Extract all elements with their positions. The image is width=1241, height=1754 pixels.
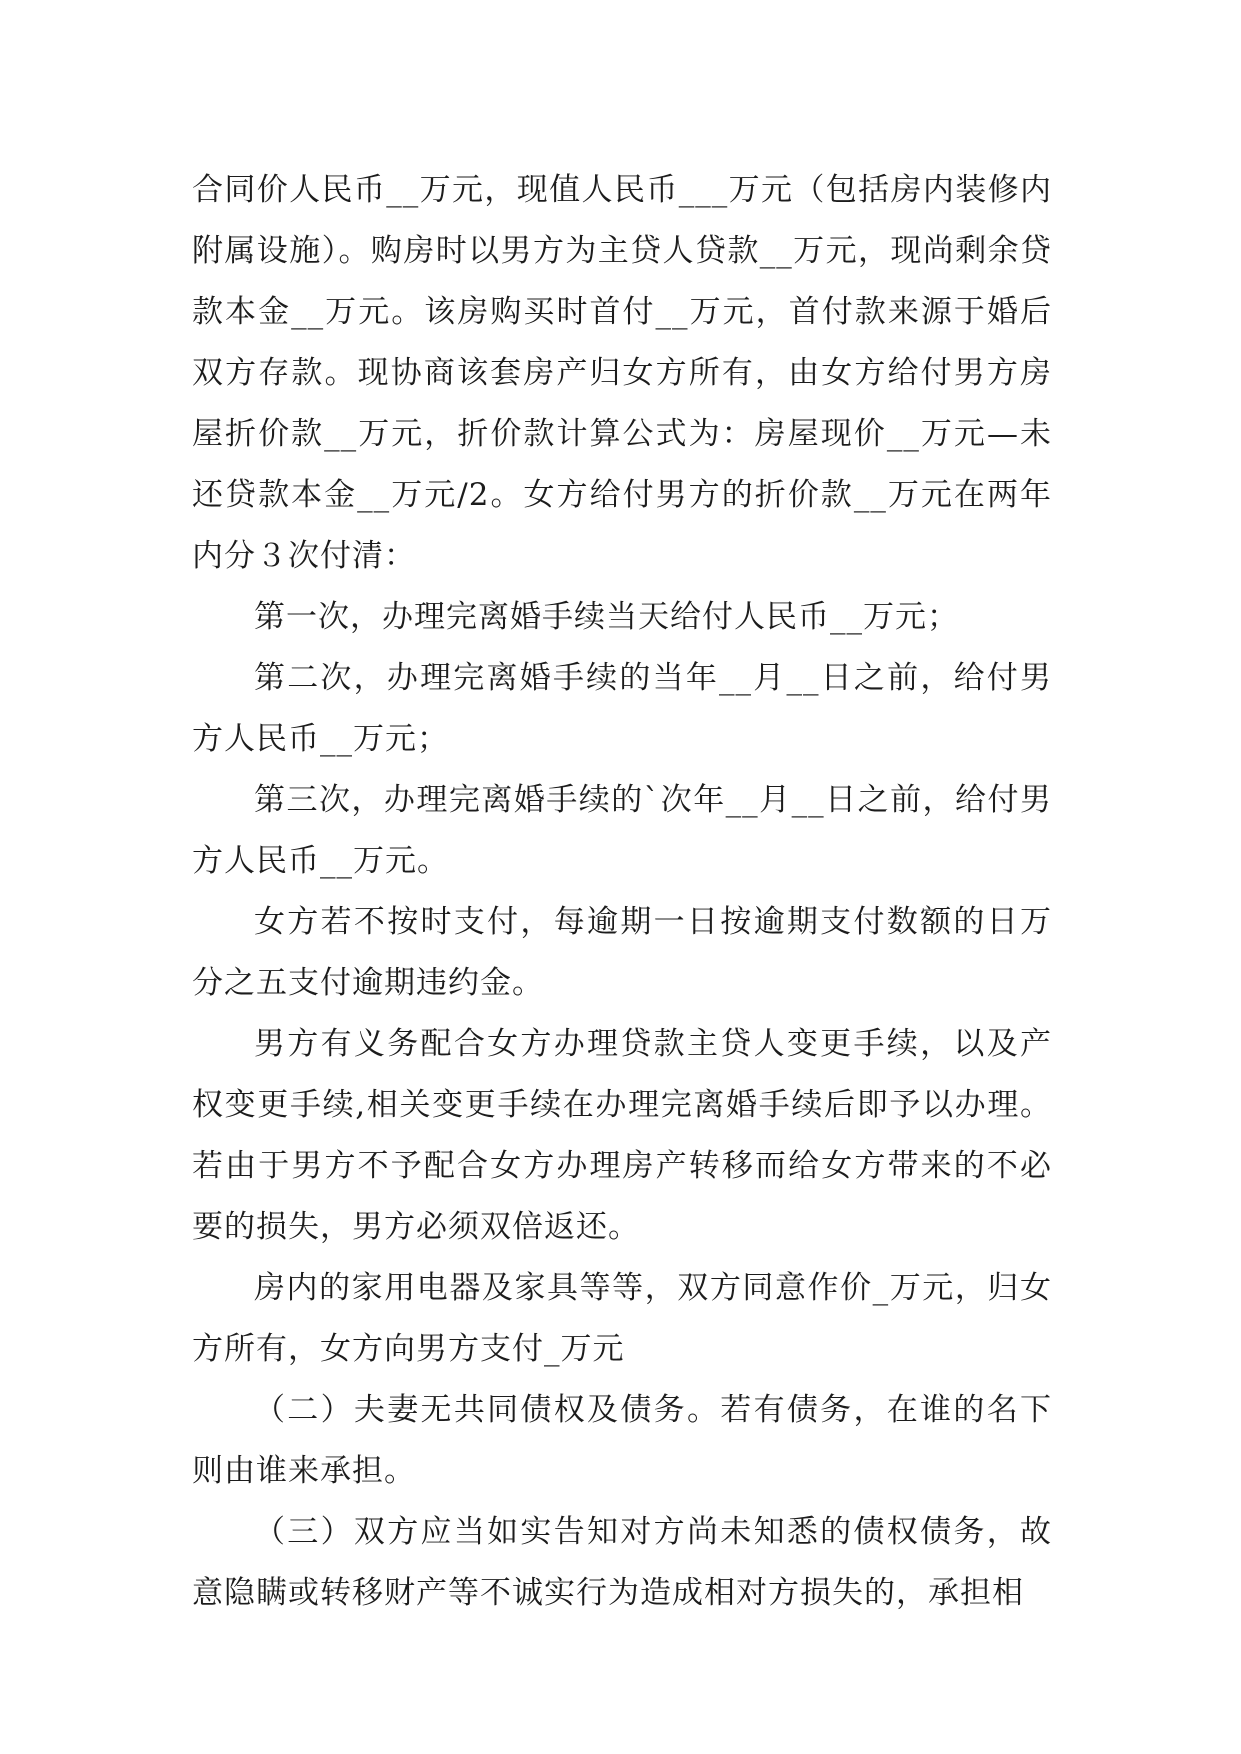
paragraph-first-payment: 第一次，办理完离婚手续当天给付人民币__万元；	[254, 599, 959, 635]
paragraph-late-penalty: 女方若不按时支付，每逾期一日按逾期支付数额的日万分之五支付逾期违约金。	[192, 904, 1052, 1001]
document-body	[192, 160, 1052, 1624]
paragraph-transfer-obligation: 男方有义务配合女方办理贷款主贷人变更手续，以及产权变更手续,相关变更手续在办理完离婚手续后即予以办理。若由于男方不予配合女方办理房产转移而给女方带来的不必要的损失，男方必须双倍返还。	[192, 1026, 1052, 1245]
paragraph-clause-3-disclosure: （三）双方应当如实告知对方尚未知悉的债权债务，故意隐瞒或转移财产等不诚实行为造成相对方损失的，承担相	[192, 1514, 1052, 1611]
paragraph-clause-2-debts: （二）夫妻无共同债权及债务。若有债务，在谁的名下则由谁来承担。	[192, 1392, 1052, 1489]
paragraph-appliances-furniture: 房内的家用电器及家具等等，双方同意作价_万元，归女方所有，女方向男方支付_万元	[192, 1270, 1052, 1367]
paragraph-property-valuation: 合同价人民币__万元，现值人民币___万元（包括房内装修内附属设施）。购房时以男方为主贷人贷款__万元，现尚剩余贷款本金__万元。该房购买时首付__万元，首付款来源于婚后双方存款。现协商该套房产归女方所有，由女方给付男方房屋折价款__万元，折价款计算公式为：房屋现价__万元—未还贷款本金__万元/2。女方给付男方的折价款__万元在两年内分３次付清：	[192, 172, 1052, 574]
paragraph-third-payment: 第三次，办理完离婚手续的`次年__月__日之前，给付男方人民币__万元。	[192, 782, 1052, 879]
paragraph-second-payment: 第二次，办理完离婚手续的当年__月__日之前，给付男方人民币__万元；	[192, 660, 1052, 757]
